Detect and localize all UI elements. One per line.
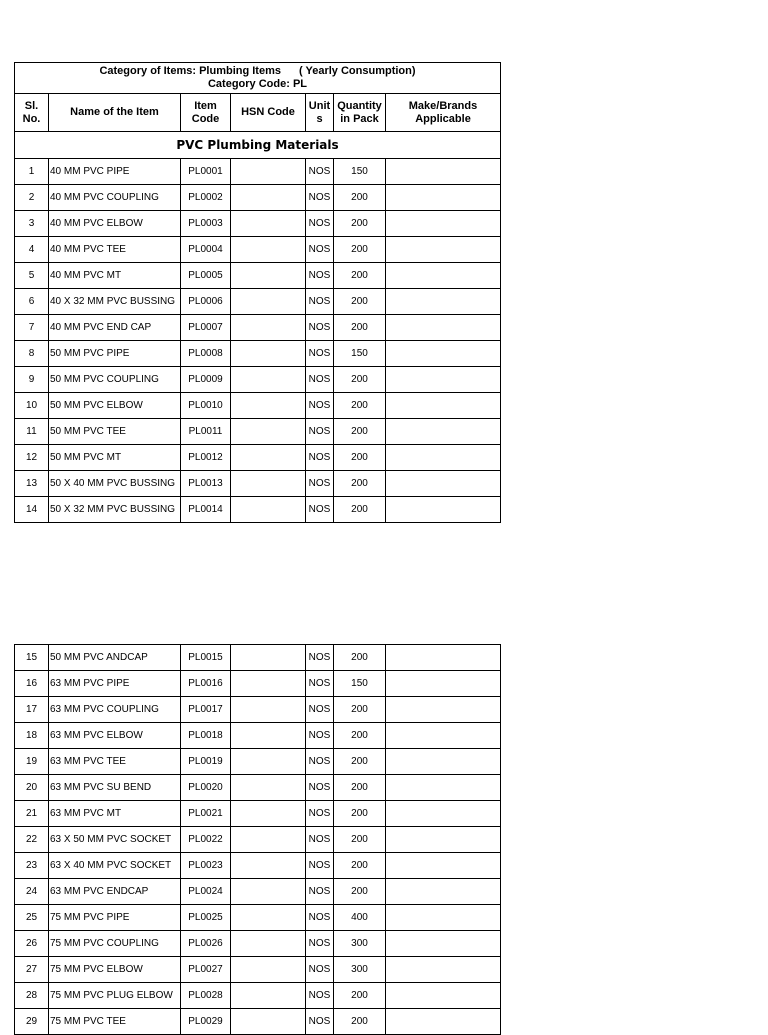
- cell-sl-no: 13: [15, 471, 49, 497]
- cell-make-brands: [386, 211, 501, 237]
- cell-unit: NOS: [306, 931, 334, 957]
- header-unit-line-2: s: [316, 112, 323, 125]
- table-row: [15, 983, 501, 1009]
- header-make-line-1: Make/Brands: [408, 99, 478, 112]
- table-row: [15, 471, 501, 497]
- table-row: [15, 289, 501, 315]
- cell-item-code: PL0013: [181, 471, 231, 497]
- cell-quantity: 200: [334, 497, 386, 523]
- header-name-text: Name of the Item: [70, 106, 159, 118]
- cell-item-code: PL0016: [181, 671, 231, 697]
- cell-item-name: 40 MM PVC PIPE: [49, 159, 181, 185]
- cell-unit: NOS: [306, 289, 334, 315]
- cell-item-name: 63 MM PVC PIPE: [49, 671, 181, 697]
- cell-unit: NOS: [306, 367, 334, 393]
- cell-hsn-code: [231, 801, 306, 827]
- cell-unit: NOS: [306, 801, 334, 827]
- cell-make-brands: [386, 905, 501, 931]
- table-row: [15, 263, 501, 289]
- cell-make-brands: [386, 367, 501, 393]
- cell-quantity: 150: [334, 341, 386, 367]
- header-item-name: [49, 94, 181, 132]
- title-category-text: Category of Items: Plumbing Items: [99, 65, 281, 77]
- cell-item-code: PL0022: [181, 827, 231, 853]
- cell-item-name: 40 MM PVC ELBOW: [49, 211, 181, 237]
- cell-hsn-code: [231, 471, 306, 497]
- cell-unit: NOS: [306, 775, 334, 801]
- title-line-1: [15, 65, 500, 78]
- cell-quantity: 200: [334, 983, 386, 1009]
- cell-unit: NOS: [306, 905, 334, 931]
- cell-unit: NOS: [306, 211, 334, 237]
- cell-quantity: 400: [334, 905, 386, 931]
- table-row: [15, 1009, 501, 1035]
- table-row: [15, 879, 501, 905]
- cell-item-code: PL0012: [181, 445, 231, 471]
- cell-sl-no: 7: [15, 315, 49, 341]
- cell-sl-no: 15: [15, 645, 49, 671]
- cell-item-name: 63 MM PVC MT: [49, 801, 181, 827]
- cell-quantity: 200: [334, 237, 386, 263]
- cell-sl-no: 18: [15, 723, 49, 749]
- cell-make-brands: [386, 645, 501, 671]
- header-hsn-text: HSN Code: [241, 106, 295, 118]
- cell-item-name: 63 MM PVC ENDCAP: [49, 879, 181, 905]
- table-row: [15, 957, 501, 983]
- cell-quantity: 200: [334, 445, 386, 471]
- cell-make-brands: [386, 471, 501, 497]
- cell-sl-no: 28: [15, 983, 49, 1009]
- cell-make-brands: [386, 419, 501, 445]
- cell-quantity: 200: [334, 367, 386, 393]
- table-row: [15, 931, 501, 957]
- table-row: [15, 159, 501, 185]
- cell-item-code: PL0011: [181, 419, 231, 445]
- cell-quantity: 200: [334, 471, 386, 497]
- cell-make-brands: [386, 263, 501, 289]
- cell-item-code: PL0015: [181, 645, 231, 671]
- cell-item-name: 40 MM PVC MT: [49, 263, 181, 289]
- header-sl-line-2: No.: [22, 112, 41, 125]
- cell-item-name: 40 MM PVC COUPLING: [49, 185, 181, 211]
- header-code-line-1: Item: [194, 99, 217, 112]
- cell-make-brands: [386, 853, 501, 879]
- table-row: [15, 393, 501, 419]
- cell-item-code: PL0017: [181, 697, 231, 723]
- cell-sl-no: 27: [15, 957, 49, 983]
- cell-make-brands: [386, 775, 501, 801]
- cell-unit: NOS: [306, 419, 334, 445]
- table-row: [15, 801, 501, 827]
- cell-hsn-code: [231, 931, 306, 957]
- cell-item-code: PL0025: [181, 905, 231, 931]
- cell-item-name: 75 MM PVC ELBOW: [49, 957, 181, 983]
- cell-quantity: 200: [334, 853, 386, 879]
- cell-item-name: 75 MM PVC COUPLING: [49, 931, 181, 957]
- cell-quantity: 200: [334, 749, 386, 775]
- cell-make-brands: [386, 159, 501, 185]
- cell-quantity: 200: [334, 697, 386, 723]
- cell-item-name: 63 X 50 MM PVC SOCKET: [49, 827, 181, 853]
- cell-unit: NOS: [306, 185, 334, 211]
- header-code-line-2: Code: [191, 112, 220, 125]
- cell-make-brands: [386, 315, 501, 341]
- table-body-page-2: [15, 645, 501, 1035]
- consumption-table-page-2: [14, 644, 501, 1035]
- cell-make-brands: [386, 341, 501, 367]
- cell-quantity: 200: [334, 393, 386, 419]
- header-make-brands: [386, 94, 501, 132]
- cell-unit: NOS: [306, 983, 334, 1009]
- table-row: [15, 749, 501, 775]
- cell-sl-no: 12: [15, 445, 49, 471]
- cell-sl-no: 26: [15, 931, 49, 957]
- cell-hsn-code: [231, 419, 306, 445]
- cell-hsn-code: [231, 697, 306, 723]
- cell-item-code: PL0029: [181, 1009, 231, 1035]
- cell-quantity: 200: [334, 211, 386, 237]
- cell-sl-no: 11: [15, 419, 49, 445]
- cell-item-code: PL0026: [181, 931, 231, 957]
- cell-hsn-code: [231, 159, 306, 185]
- cell-item-code: PL0027: [181, 957, 231, 983]
- cell-item-name: 50 MM PVC TEE: [49, 419, 181, 445]
- header-quantity: [334, 94, 386, 132]
- table-row: [15, 671, 501, 697]
- cell-quantity: 150: [334, 671, 386, 697]
- cell-item-name: 75 MM PVC PIPE: [49, 905, 181, 931]
- title-consumption-text: ( Yearly Consumption): [298, 65, 416, 77]
- cell-sl-no: 19: [15, 749, 49, 775]
- table-row: [15, 367, 501, 393]
- cell-hsn-code: [231, 983, 306, 1009]
- table-row: [15, 341, 501, 367]
- cell-hsn-code: [231, 315, 306, 341]
- cell-item-code: PL0014: [181, 497, 231, 523]
- cell-item-name: 75 MM PVC TEE: [49, 1009, 181, 1035]
- cell-sl-no: 21: [15, 801, 49, 827]
- cell-item-name: 63 MM PVC TEE: [49, 749, 181, 775]
- cell-quantity: 200: [334, 1009, 386, 1035]
- table-row: [15, 697, 501, 723]
- cell-quantity: 200: [334, 801, 386, 827]
- cell-item-code: PL0004: [181, 237, 231, 263]
- header-sl-no: [15, 94, 49, 132]
- cell-quantity: 200: [334, 289, 386, 315]
- cell-sl-no: 1: [15, 159, 49, 185]
- cell-quantity: 200: [334, 775, 386, 801]
- header-sl-line-1: Sl.: [24, 99, 39, 112]
- cell-unit: NOS: [306, 237, 334, 263]
- cell-unit: NOS: [306, 315, 334, 341]
- title-category-code: Category Code: PL: [207, 78, 307, 90]
- cell-make-brands: [386, 289, 501, 315]
- table-row: [15, 723, 501, 749]
- cell-item-name: 63 MM PVC SU BEND: [49, 775, 181, 801]
- cell-hsn-code: [231, 879, 306, 905]
- cell-item-name: 50 X 40 MM PVC BUSSING: [49, 471, 181, 497]
- cell-hsn-code: [231, 445, 306, 471]
- cell-item-code: PL0021: [181, 801, 231, 827]
- table-row: [15, 315, 501, 341]
- cell-hsn-code: [231, 905, 306, 931]
- cell-make-brands: [386, 983, 501, 1009]
- table-body-page-1: [15, 159, 501, 523]
- table-header-row: [15, 94, 501, 132]
- cell-sl-no: 24: [15, 879, 49, 905]
- cell-hsn-code: [231, 827, 306, 853]
- cell-hsn-code: [231, 957, 306, 983]
- table-row: [15, 853, 501, 879]
- cell-item-code: PL0003: [181, 211, 231, 237]
- table-row: [15, 445, 501, 471]
- cell-hsn-code: [231, 497, 306, 523]
- consumption-table-page-1: [14, 62, 501, 523]
- cell-make-brands: [386, 879, 501, 905]
- cell-make-brands: [386, 749, 501, 775]
- cell-unit: NOS: [306, 749, 334, 775]
- cell-unit: NOS: [306, 471, 334, 497]
- table-row: [15, 497, 501, 523]
- cell-quantity: 200: [334, 263, 386, 289]
- cell-hsn-code: [231, 749, 306, 775]
- cell-item-name: 50 X 32 MM PVC BUSSING: [49, 497, 181, 523]
- cell-item-name: 50 MM PVC ELBOW: [49, 393, 181, 419]
- cell-hsn-code: [231, 393, 306, 419]
- cell-hsn-code: [231, 237, 306, 263]
- cell-unit: NOS: [306, 723, 334, 749]
- cell-unit: NOS: [306, 445, 334, 471]
- cell-make-brands: [386, 827, 501, 853]
- table-title-row: [15, 63, 501, 94]
- cell-item-code: PL0024: [181, 879, 231, 905]
- cell-item-code: PL0018: [181, 723, 231, 749]
- cell-make-brands: [386, 957, 501, 983]
- cell-unit: NOS: [306, 697, 334, 723]
- cell-hsn-code: [231, 263, 306, 289]
- cell-item-name: 40 MM PVC TEE: [49, 237, 181, 263]
- cell-hsn-code: [231, 645, 306, 671]
- table-row: [15, 827, 501, 853]
- cell-item-code: PL0023: [181, 853, 231, 879]
- cell-make-brands: [386, 671, 501, 697]
- cell-make-brands: [386, 393, 501, 419]
- section-title: PVC Plumbing Materials: [15, 132, 501, 159]
- cell-sl-no: 14: [15, 497, 49, 523]
- cell-unit: NOS: [306, 827, 334, 853]
- cell-make-brands: [386, 801, 501, 827]
- cell-item-name: 50 MM PVC ANDCAP: [49, 645, 181, 671]
- cell-sl-no: 5: [15, 263, 49, 289]
- cell-quantity: 200: [334, 645, 386, 671]
- cell-sl-no: 29: [15, 1009, 49, 1035]
- table-row: [15, 905, 501, 931]
- table-title: [15, 63, 501, 94]
- section-row: [15, 132, 501, 159]
- cell-quantity: 300: [334, 957, 386, 983]
- cell-hsn-code: [231, 211, 306, 237]
- cell-sl-no: 23: [15, 853, 49, 879]
- cell-unit: NOS: [306, 853, 334, 879]
- header-hsn-code: [231, 94, 306, 132]
- cell-sl-no: 6: [15, 289, 49, 315]
- header-units: [306, 94, 334, 132]
- cell-quantity: 150: [334, 159, 386, 185]
- cell-make-brands: [386, 723, 501, 749]
- cell-sl-no: 8: [15, 341, 49, 367]
- cell-quantity: 200: [334, 827, 386, 853]
- cell-item-code: PL0001: [181, 159, 231, 185]
- cell-unit: NOS: [306, 263, 334, 289]
- cell-hsn-code: [231, 1009, 306, 1035]
- cell-item-code: PL0010: [181, 393, 231, 419]
- cell-unit: NOS: [306, 671, 334, 697]
- cell-sl-no: 17: [15, 697, 49, 723]
- cell-sl-no: 4: [15, 237, 49, 263]
- cell-item-name: 63 MM PVC COUPLING: [49, 697, 181, 723]
- cell-quantity: 200: [334, 723, 386, 749]
- cell-item-code: PL0020: [181, 775, 231, 801]
- cell-hsn-code: [231, 723, 306, 749]
- cell-unit: NOS: [306, 645, 334, 671]
- cell-item-name: 63 X 40 MM PVC SOCKET: [49, 853, 181, 879]
- cell-unit: NOS: [306, 1009, 334, 1035]
- cell-unit: NOS: [306, 957, 334, 983]
- cell-make-brands: [386, 931, 501, 957]
- table-row: [15, 775, 501, 801]
- cell-make-brands: [386, 497, 501, 523]
- cell-item-code: PL0008: [181, 341, 231, 367]
- cell-quantity: 200: [334, 185, 386, 211]
- cell-sl-no: 20: [15, 775, 49, 801]
- cell-sl-no: 3: [15, 211, 49, 237]
- cell-quantity: 300: [334, 931, 386, 957]
- cell-make-brands: [386, 1009, 501, 1035]
- header-unit-line-1: Unit: [308, 99, 331, 112]
- cell-unit: NOS: [306, 497, 334, 523]
- cell-sl-no: 9: [15, 367, 49, 393]
- cell-make-brands: [386, 237, 501, 263]
- cell-hsn-code: [231, 853, 306, 879]
- cell-item-code: PL0007: [181, 315, 231, 341]
- cell-make-brands: [386, 445, 501, 471]
- cell-item-code: PL0009: [181, 367, 231, 393]
- cell-item-code: PL0002: [181, 185, 231, 211]
- cell-item-name: 40 X 32 MM PVC BUSSING: [49, 289, 181, 315]
- cell-hsn-code: [231, 185, 306, 211]
- cell-item-name: 50 MM PVC COUPLING: [49, 367, 181, 393]
- header-item-code: [181, 94, 231, 132]
- cell-quantity: 200: [334, 879, 386, 905]
- cell-item-code: PL0028: [181, 983, 231, 1009]
- cell-item-code: PL0005: [181, 263, 231, 289]
- cell-hsn-code: [231, 775, 306, 801]
- cell-sl-no: 2: [15, 185, 49, 211]
- table-row: [15, 419, 501, 445]
- cell-hsn-code: [231, 341, 306, 367]
- cell-make-brands: [386, 697, 501, 723]
- cell-item-code: PL0019: [181, 749, 231, 775]
- table-row: [15, 645, 501, 671]
- cell-quantity: 200: [334, 315, 386, 341]
- cell-item-name: 40 MM PVC END CAP: [49, 315, 181, 341]
- table-row: [15, 185, 501, 211]
- cell-item-name: 50 MM PVC MT: [49, 445, 181, 471]
- cell-hsn-code: [231, 367, 306, 393]
- cell-item-name: 63 MM PVC ELBOW: [49, 723, 181, 749]
- cell-item-code: PL0006: [181, 289, 231, 315]
- cell-unit: NOS: [306, 879, 334, 905]
- cell-sl-no: 10: [15, 393, 49, 419]
- cell-hsn-code: [231, 671, 306, 697]
- cell-unit: NOS: [306, 393, 334, 419]
- table-row: [15, 237, 501, 263]
- header-qty-line-2: in Pack: [340, 112, 379, 125]
- cell-sl-no: 25: [15, 905, 49, 931]
- header-make-line-2: Applicable: [415, 112, 471, 125]
- cell-quantity: 200: [334, 419, 386, 445]
- cell-item-name: 50 MM PVC PIPE: [49, 341, 181, 367]
- cell-item-name: 75 MM PVC PLUG ELBOW: [49, 983, 181, 1009]
- cell-unit: NOS: [306, 159, 334, 185]
- cell-sl-no: 16: [15, 671, 49, 697]
- cell-make-brands: [386, 185, 501, 211]
- table-row: [15, 211, 501, 237]
- cell-unit: NOS: [306, 341, 334, 367]
- cell-sl-no: 22: [15, 827, 49, 853]
- cell-hsn-code: [231, 289, 306, 315]
- header-qty-line-1: Quantity: [337, 99, 382, 112]
